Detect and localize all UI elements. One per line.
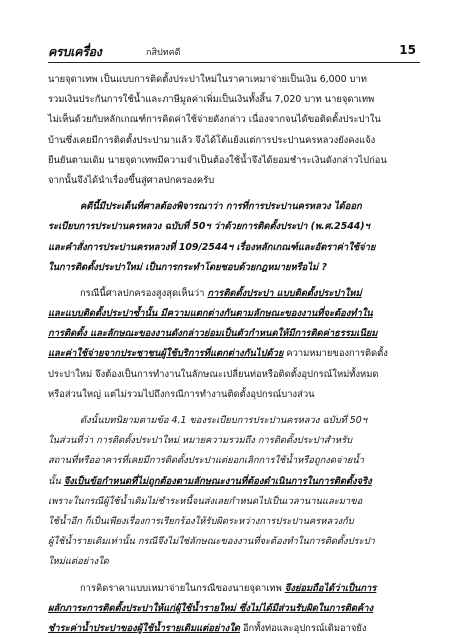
page-number: 15 [399, 43, 416, 57]
text-line [48, 344, 423, 364]
paragraph [48, 70, 423, 191]
text-run: ในการติดตั้งประปาใหม่ เป็นการกระทำโดยชอบด้วยกฎหมายหรือไม่ ? [48, 262, 327, 273]
text-run: ยืนยันตามเดิม นายจุดาเทพมีความจำเป็นต้องใช้น้ำจึงได้ยอมชำระเงินดังกล่าวไปก่อน [48, 155, 387, 166]
text-line [48, 90, 423, 110]
text-run: จากนั้นจึงได้นำเรื่องขึ้นสู่ศาลปกครองครับ [48, 175, 214, 186]
text-line [48, 451, 423, 471]
text-line [48, 70, 423, 90]
text-line [48, 171, 423, 191]
text-run: การติดตั้ง และลักษณะของงานดังกล่าวย่อมเป็นตัวกำหนดให้มีการติดค่าธรรมเนียม [48, 328, 377, 339]
text-line [48, 552, 423, 572]
paragraph [48, 284, 423, 405]
page-header [48, 40, 420, 63]
text-run: รวมเงินประกันการใช้น้ำและภาษีมูลค่าเพิ่มเป็นเงินทั้งสิ้น 7,020 บาท นายจุดาเทพ [48, 94, 374, 105]
text-line [48, 532, 423, 552]
text-line [48, 385, 423, 405]
text-run: ความหมายของการติดตั้ง [283, 348, 388, 359]
text-run: สถานที่หรืออาคารที่เคยมีการติดตั้งประปาแต่ยอกเลิกการใช้น้ำหรือถูกงดจ่ายน้ำ [48, 455, 364, 466]
article-body [48, 70, 423, 639]
text-run: การติดตั้งประปา แบบติดตั้งประปาใหม่ [207, 288, 361, 299]
text-run: ใหม่แต่อย่างใด [48, 556, 109, 567]
text-run: ในส่วนที่ว่า การติดตั้งประปาใหม่ หมายความรวมถึง การติดตั้งประปาสำหรับ [48, 435, 352, 446]
paragraph [48, 411, 423, 573]
text-run: และแบบติดตั้งประปาซ้ำนั้น มีความแตกต่างกันตามลักษณะของงานที่จะต้องทำใน [48, 308, 373, 319]
text-line [48, 217, 423, 237]
text-run: และค่าใช้จ่ายจากประชาชนผู้ใช้บริการที่แตกต่างกันไปด้วย [48, 348, 283, 359]
section-title: กสิปทคดี [146, 45, 180, 59]
text-line [48, 599, 423, 619]
text-line [48, 472, 423, 492]
text-run: ประปาใหม่ จึงต้องเป็นการทำงานในลักษณะเปลี่ยนท่อหรือติดตั้งอุปกรณ์ใหม่ทั้งหมด [48, 369, 379, 380]
text-line [48, 365, 423, 385]
text-run: ไม่เห็นด้วยกับหลักเกณฑ์การคิดค่าใช้จ่ายดังกล่าว เนื่องจากจนได้ขอติดตั้งประปาใน [48, 114, 381, 125]
text-run: ผู้ใช้น้ำรายเดิมเท่านั้น กรณีจึงไม่ใช่ลักษณะของงานที่จะต้องทำในการติดตั้งประปา [48, 536, 375, 547]
text-run: และคำสั่งการประปานครหลวงที่ 109/2544ฯ เรื่องหลักเกณฑ์และอัตราค่าใช้จ่าย [48, 242, 375, 253]
text-run: นายจุดาเทพ เป็นแบบการติดตั้งประปาใหม่ในราคาเหมาจ่ายเป็นเงิน 6,000 บาท [48, 74, 367, 85]
text-line [48, 151, 423, 171]
text-run: บ้านซึ่งเคยมีการติดตั้งประปามาแล้ว จึงได้โต้แย้งแต่การประปานครหลวงยังคงแจ้ง [48, 135, 375, 146]
text-run: ดังนั้นบทนิยามตามข้อ 4.1 ของระเบียบการประปานครหลวง ฉบับที่ 50ฯ [80, 415, 367, 426]
paragraph [48, 579, 423, 639]
text-line [48, 324, 423, 344]
text-run: ผลักภาระการติดตั้งประปาให้แก่ผู้ใช้น้ำรายใหม่ ซึ่งไม่ได้มีส่วนรับผิดในการติดค้าง [48, 603, 373, 614]
text-line [48, 131, 423, 151]
text-line [48, 579, 423, 599]
magazine-brand: ครบเครื่อง [48, 42, 102, 62]
text-run: คดีนี้มีประเด็นที่ศาลต้องพิจารณาว่า การที่การประปานครหลวง ได้ออก [80, 201, 362, 212]
text-run: หรือส่วนใหญ่ แต่ไม่รวมไปถึงกรณีการทำงานติดตั้งอุปกรณ์บางส่วน [48, 389, 315, 400]
text-line [48, 431, 423, 451]
text-run: ระเบียบการประปานครหลวง ฉบับที่ 50ฯ ว่าด้วยการติดตั้งประปา (พ.ศ.2544)ฯ [48, 221, 370, 232]
text-run: อีกทั้งท่อและอุปกรณ์เดิมอาจยัง [240, 623, 367, 634]
text-line [48, 258, 423, 278]
text-run: กรณีนี้ศาลปกครองสูงสุดเห็นว่า [80, 288, 207, 299]
text-line [48, 619, 423, 639]
text-line [48, 238, 423, 258]
text-line [48, 512, 423, 532]
text-run: ชำระค่าน้ำประปาของผู้ใช้น้ำรายเดิมแต่อย่างใด [48, 623, 240, 634]
text-run: นั้น [48, 476, 64, 487]
text-line [48, 110, 423, 130]
text-line [48, 411, 423, 431]
text-run: เพราะในกรณีผู้ใช้น้ำเดิมไม่ชำระหนี้จนส่งเลยกำหนดไปเป็นเวลานานและมาขอ [48, 496, 362, 507]
paragraph [48, 197, 423, 278]
text-run: จึงย่อมถือได้ว่าเป็นการ [285, 583, 377, 594]
text-line [48, 284, 423, 304]
text-run: การคิดราคาแบบเหมาจ่ายในกรณีของนายจุดาเทพ [80, 583, 285, 594]
text-line [48, 304, 423, 324]
text-run: ใช้น้ำอีก ก็เป็นเพียงเรื่องการเรียกร้องให้รับผิดระหว่างการประปานครหลวงกับ [48, 516, 354, 527]
text-run: จึงเป็นข้อกำหนดที่ไม่ถูกต้องตามลักษณะงานที่ต้องดำเนินการในการติดตั้งจริง [64, 476, 372, 487]
text-line [48, 492, 423, 512]
text-line [48, 197, 423, 217]
